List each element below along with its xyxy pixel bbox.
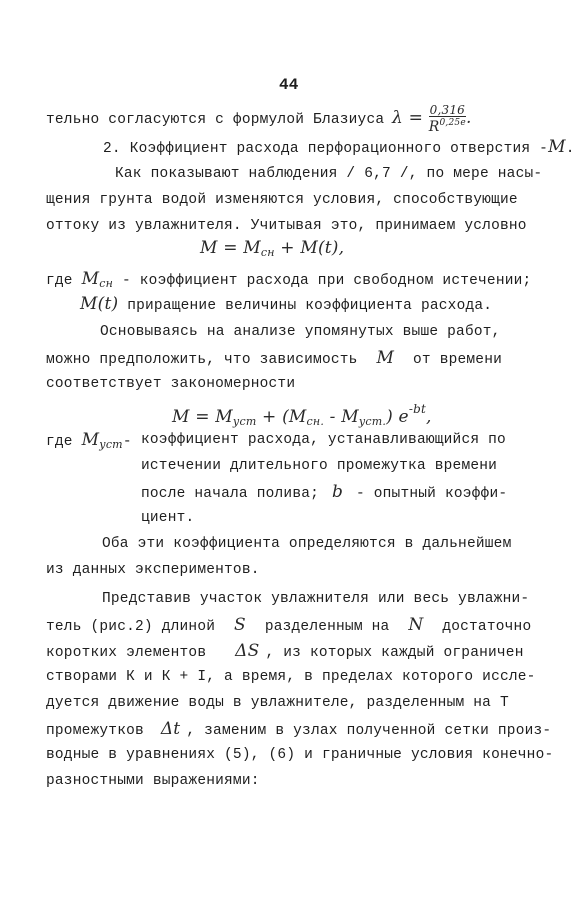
blasius-fraction bbox=[429, 104, 466, 133]
formula-2-c: - M bbox=[324, 407, 359, 427]
formula-2-comma: , bbox=[425, 407, 432, 427]
where-3-line-3-tail: - опытный коэффи- bbox=[355, 486, 508, 502]
formula-2-c-sub: уст. bbox=[358, 415, 387, 428]
formula-2-b: + (M bbox=[256, 407, 307, 427]
para4-line-2 bbox=[46, 616, 531, 636]
formula-2-a-sub: уст bbox=[232, 415, 257, 428]
where-1-lead: где bbox=[46, 273, 73, 289]
where-3-line-3-text: после начала полива; bbox=[141, 486, 320, 502]
length-symbol: S bbox=[234, 615, 246, 635]
lambda-symbol: λ = bbox=[392, 108, 424, 128]
where-2-symbol: M(t) bbox=[80, 294, 119, 314]
para4-line-6-b: , заменим в узлах полученной сетки произ- bbox=[186, 723, 552, 739]
where-3-line-1: коэффициент расхода, устанавливающийся по bbox=[141, 432, 506, 448]
para4-line-3-b: , из которых каждый ограничен bbox=[265, 645, 524, 661]
para2-line-2-tail: от времени bbox=[412, 352, 502, 368]
formula-2-b-sub: сн. bbox=[306, 415, 325, 428]
delta-s-symbol: ΔS bbox=[235, 641, 260, 661]
where-3-symbol-sub: уст bbox=[99, 438, 123, 451]
para4-line-3-a: коротких элементов bbox=[46, 645, 207, 661]
where-3-line-3 bbox=[141, 483, 507, 503]
para1-line-1: Как показывают наблюдения / 6,7 /, по мере насы- bbox=[115, 166, 543, 182]
heading-period: . bbox=[565, 141, 575, 157]
where-1-text: коэффициент расхода при свободном истечении; bbox=[139, 273, 532, 289]
formula-2-d: ) e bbox=[386, 407, 409, 427]
formula-1-sub: сн bbox=[260, 246, 275, 259]
where-3-lead: где bbox=[46, 434, 73, 450]
para4-line-6-a: промежутков bbox=[46, 723, 144, 739]
para4-line-6 bbox=[46, 720, 551, 740]
para2-line-1: Основываясь на анализе упомянутых выше работ, bbox=[100, 324, 501, 340]
para4-line-2-c: достаточно bbox=[442, 619, 532, 635]
para1-line-3: оттоку из увлажнителя. Учитывая это, принимаем условно bbox=[46, 218, 527, 234]
page-number: 44 bbox=[279, 76, 299, 94]
section-heading-text: 2. Коэффициент расхода перфорационного отверстия - bbox=[103, 141, 549, 157]
para4-line-2-a: тель (рис.2) длиной bbox=[46, 619, 216, 635]
formula-1 bbox=[200, 239, 344, 262]
para4-line-3 bbox=[46, 642, 524, 662]
fraction-numerator: 0,316 bbox=[429, 103, 465, 117]
para2-line-2 bbox=[46, 349, 502, 369]
text-line-1: тельно согласуются с формулой Блазиуса bbox=[46, 112, 385, 128]
formula-2-exponent: -bt bbox=[408, 402, 426, 416]
where-3-dash: - bbox=[122, 434, 132, 450]
para2-mu-symbol: M bbox=[376, 348, 395, 368]
where-1-dash: - bbox=[113, 273, 131, 289]
where-1-symbol-sub: сн bbox=[99, 277, 114, 290]
formula-1-comma: , bbox=[338, 238, 345, 258]
para2-line-2-text: можно предположить, что зависимость bbox=[46, 352, 358, 368]
para4-line-8: разностными выражениями: bbox=[46, 773, 260, 789]
reynolds-symbol: R bbox=[428, 119, 440, 135]
where-3-symbol bbox=[82, 430, 123, 450]
para3-line-1: Оба эти коэффициента определяются в дальнейшем bbox=[102, 536, 512, 552]
where-3-line-2: истечении длительного промежутка времени bbox=[141, 458, 498, 474]
formula-1-increment: + M(t) bbox=[274, 238, 339, 258]
para2-line-3: соответствует закономерности bbox=[46, 376, 296, 392]
count-symbol: N bbox=[408, 615, 424, 635]
delta-t-symbol: Δt bbox=[160, 719, 181, 739]
fraction-denominator bbox=[429, 117, 466, 133]
where-3-lead-block bbox=[46, 431, 132, 454]
mu-symbol: M bbox=[548, 137, 566, 157]
where-3-b-symbol: b bbox=[331, 482, 344, 502]
para4-line-5: дуется движение воды в увлажнителе, разделенным на Т bbox=[46, 695, 509, 711]
where-1 bbox=[46, 270, 531, 293]
blasius-formula bbox=[392, 104, 472, 133]
where-1-symbol bbox=[82, 269, 113, 289]
para4-line-1: Представив участок увлажнителя или весь увлажни- bbox=[102, 591, 530, 607]
para4-line-2-b: разделенным на bbox=[264, 619, 390, 635]
reynolds-subscript: e bbox=[460, 118, 466, 128]
para3-line-2: из данных экспериментов. bbox=[46, 562, 260, 578]
formula-1-lhs: M = M bbox=[200, 238, 261, 258]
where-1-symbol-main: M bbox=[81, 269, 100, 289]
section-heading bbox=[103, 138, 575, 158]
reynolds-exponent: 0,25 bbox=[439, 118, 461, 128]
where-3-symbol-main: M bbox=[81, 430, 100, 450]
formula-2-a: M = M bbox=[172, 407, 233, 427]
where-3-line-4: циент. bbox=[141, 510, 195, 526]
formula-2 bbox=[172, 400, 432, 431]
where-2-text: приращение величины коэффициента расхода. bbox=[127, 298, 493, 314]
para4-line-4: створами К и К + I, а время, в пределах которого иссле- bbox=[46, 669, 536, 685]
para4-line-7: водные в уравнениях (5), (6) и граничные условия конечно- bbox=[46, 747, 554, 763]
para1-line-2: щения грунта водой изменяются условия, способствующие bbox=[46, 192, 518, 208]
where-2 bbox=[80, 295, 492, 315]
formula-period: . bbox=[466, 108, 472, 128]
